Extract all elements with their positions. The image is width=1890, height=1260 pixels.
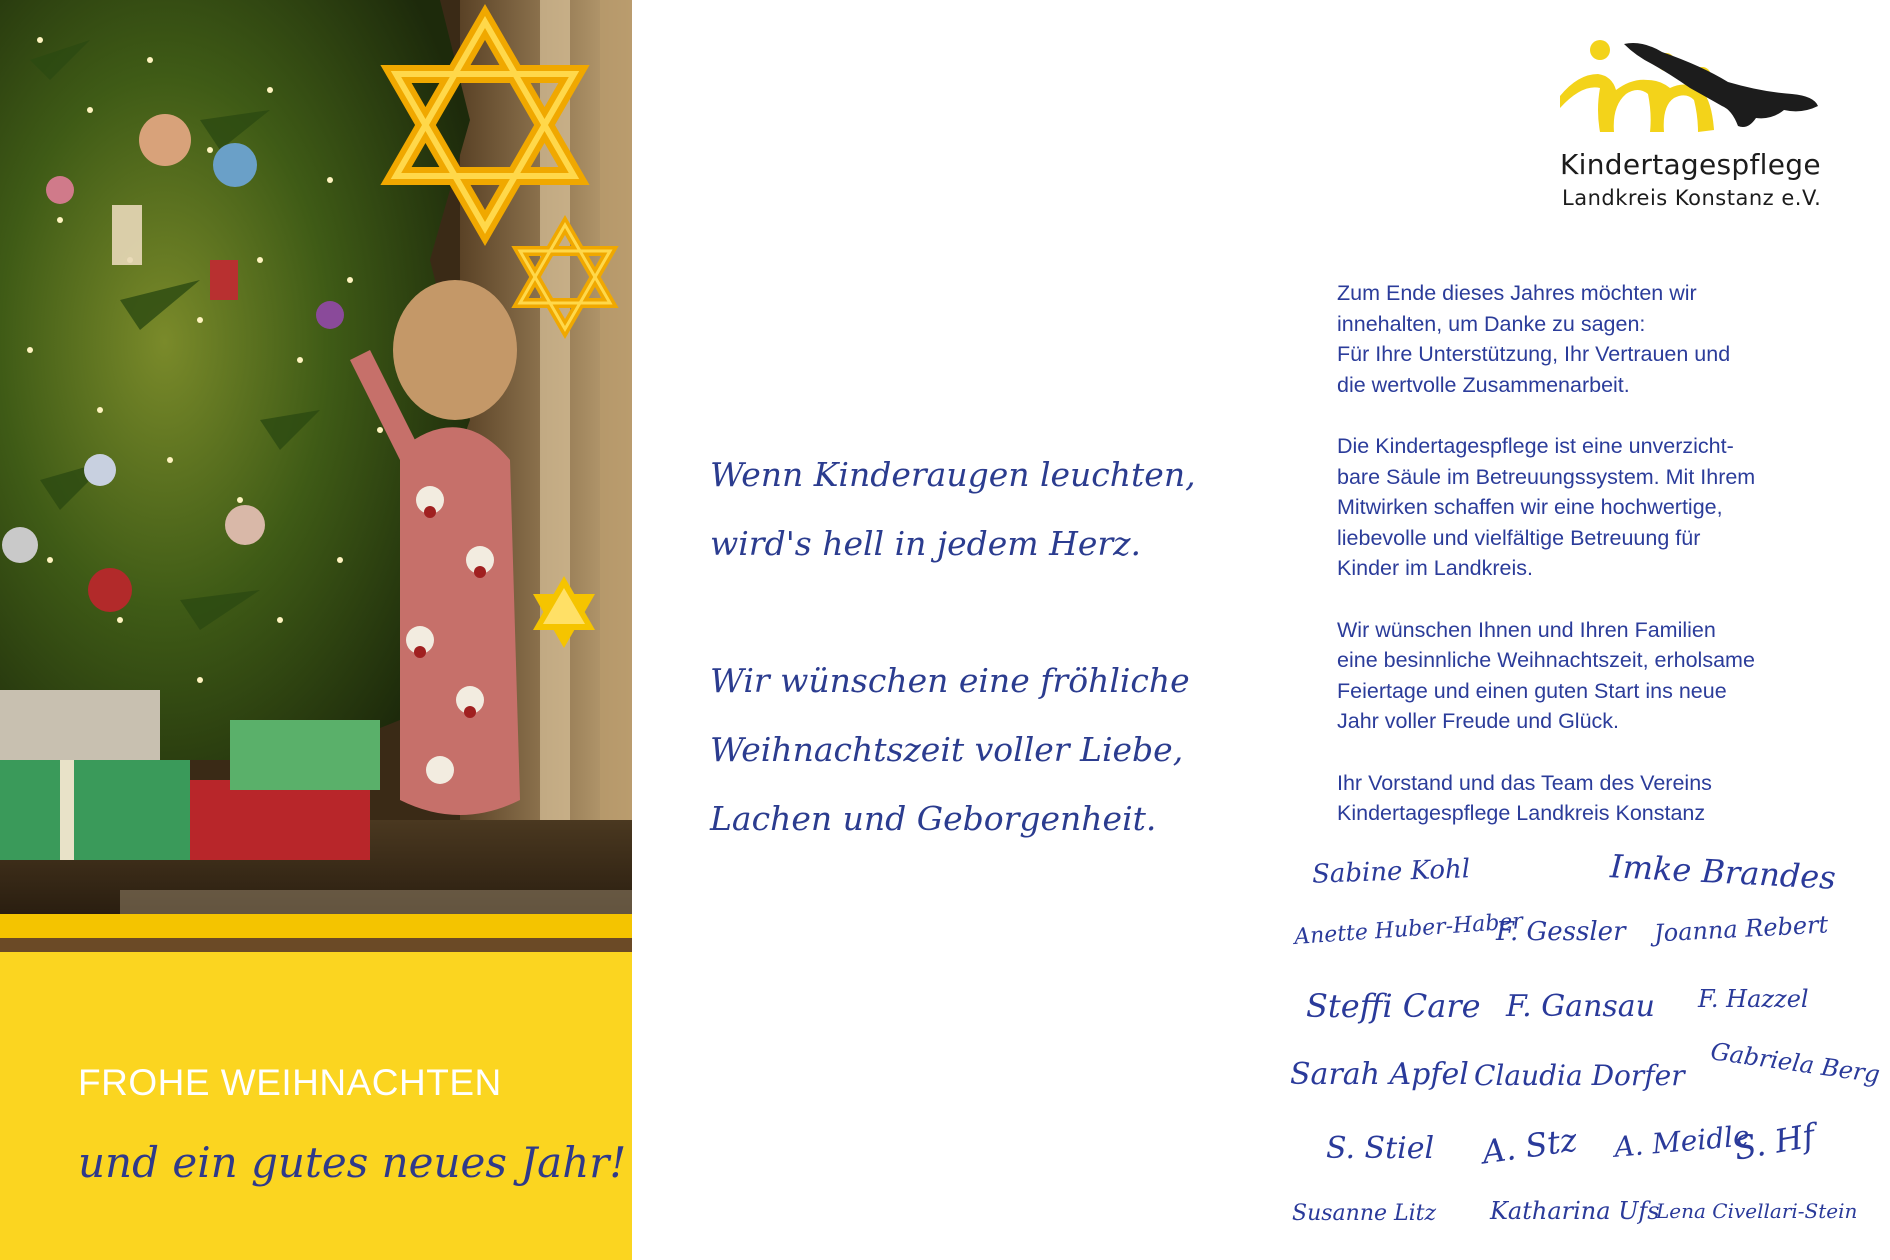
letter-line: Für Ihre Unterstützung, Ihr Vertrauen und bbox=[1337, 342, 1731, 367]
signature: Susanne Litz bbox=[1292, 1201, 1437, 1226]
letter-line: innehalten, um Danke zu sagen: bbox=[1337, 311, 1646, 336]
letter-line: liebevolle und vielfältige Betreuung für bbox=[1337, 525, 1701, 550]
greeting-subtitle: und ein gutes neues Jahr! bbox=[78, 1138, 627, 1187]
signature: Steffi Care bbox=[1306, 987, 1481, 1025]
signature: Anette Huber-Haber bbox=[1293, 909, 1524, 950]
letter-paragraph bbox=[1337, 615, 1857, 737]
letter-line: Wir wünschen Ihnen und Ihren Familien bbox=[1337, 617, 1716, 642]
letter-line: Mitwirken schaffen wir eine hochwertige, bbox=[1337, 495, 1723, 520]
letter-body bbox=[1337, 278, 1857, 859]
signature: S. Stiel bbox=[1326, 1131, 1435, 1166]
signature: F. Gansau bbox=[1506, 989, 1655, 1024]
signature: F. Hazzel bbox=[1698, 985, 1809, 1013]
letter-paragraph bbox=[1337, 278, 1857, 400]
signature: Gabriela Berg bbox=[1708, 1037, 1882, 1089]
letter-paragraph bbox=[1337, 431, 1857, 584]
signature: Claudia Dorfer bbox=[1474, 1059, 1685, 1092]
letter-line: Kindertagespflege Landkreis Konstanz bbox=[1337, 801, 1706, 826]
letter-paragraph bbox=[1337, 768, 1857, 829]
verse-stanza-2 bbox=[710, 646, 1190, 853]
letter-line: Die Kindertagespflege ist eine unverzicht- bbox=[1337, 433, 1734, 458]
greeting-title: FROHE WEIHNACHTEN bbox=[78, 1062, 502, 1103]
letter-line: Ihr Vorstand und das Team des Vereins bbox=[1337, 770, 1712, 795]
verse-line: Wir wünschen eine fröhliche bbox=[710, 661, 1190, 700]
signature: Joanna Rebert bbox=[1653, 910, 1829, 948]
signatures-block bbox=[1280, 845, 1880, 1245]
letter-line: bare Säule im Betreuungssystem. Mit Ihrem bbox=[1337, 464, 1756, 489]
signature: F. Gessler bbox=[1496, 917, 1626, 947]
signature: A. Meidle bbox=[1612, 1119, 1751, 1164]
verse-line: Wenn Kinderaugen leuchten, bbox=[710, 455, 1196, 494]
brown-divider bbox=[0, 938, 632, 952]
yellow-stripe bbox=[0, 914, 632, 938]
signature: Lena Civellari-Stein bbox=[1656, 1199, 1858, 1223]
verse-line: Lachen und Geborgenheit. bbox=[710, 799, 1157, 838]
signature: Sarah Apfel bbox=[1290, 1057, 1469, 1092]
letter-line: die wertvolle Zusammenarbeit. bbox=[1337, 372, 1630, 397]
signature: Katharina Ufs bbox=[1490, 1197, 1660, 1225]
logo-subtitle: Landkreis Konstanz e.V. bbox=[1562, 186, 1822, 210]
signature: Sabine Kohl bbox=[1311, 854, 1471, 890]
verse-line: Weihnachtszeit voller Liebe, bbox=[710, 730, 1184, 769]
verse-stanza-1 bbox=[710, 440, 1196, 578]
logo-title: Kindertagespflege bbox=[1560, 148, 1821, 181]
letter-line: Kinder im Landkreis. bbox=[1337, 556, 1533, 581]
letter-line: Feiertage und einen guten Start ins neue bbox=[1337, 678, 1727, 703]
letter-line: Jahr voller Freude und Glück. bbox=[1337, 709, 1620, 734]
letter-line: Zum Ende dieses Jahres möchten wir bbox=[1337, 281, 1697, 305]
christmas-tree-photo bbox=[0, 0, 632, 914]
signature: Imke Brandes bbox=[1609, 847, 1837, 897]
signature: S. Hf bbox=[1731, 1116, 1818, 1168]
letter-line: eine besinnliche Weihnachtszeit, erholsame bbox=[1337, 648, 1755, 673]
signature: A. Stz bbox=[1479, 1120, 1580, 1172]
logo-figures-icon bbox=[1552, 36, 1822, 146]
verse-line: wird's hell in jedem Herz. bbox=[710, 524, 1142, 563]
greeting-panel bbox=[0, 952, 632, 1260]
